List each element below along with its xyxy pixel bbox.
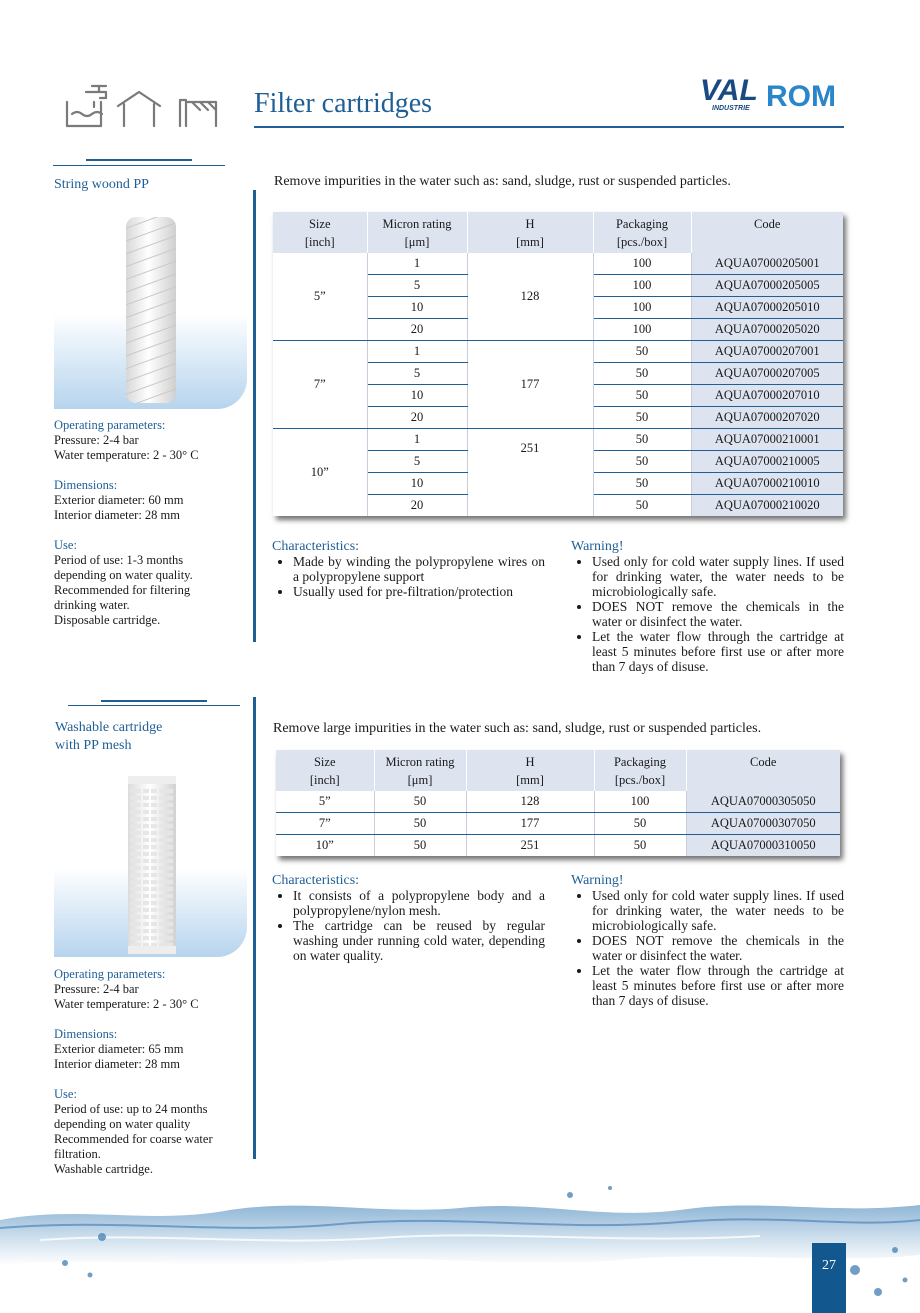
warning-heading: Warning! [571,539,624,554]
micron-cell: 10 [367,385,467,407]
code-cell: AQUA07000310050 [686,835,840,857]
table-row [276,791,840,813]
section-accent-rule [101,700,207,702]
temperature-text: Water temperature: 2 - 30° C [54,997,199,1011]
code-cell: AQUA07000207010 [691,385,843,407]
micron-cell: 50 [374,791,466,813]
warning-item: • Used only for cold water supply lines. If used for drinking water, the water needs to be microbiologically safe. [592,888,844,933]
water-splash-decoration [0,1180,920,1313]
code-cell: AQUA07000210005 [691,451,843,473]
warning-item: • Let the water flow through the cartridge at least 5 minutes before first use or after more than 7 days of disuse. [592,629,844,674]
micron-cell: 20 [367,319,467,341]
section-accent-rule [86,159,192,161]
pack-cell: 50 [594,813,686,835]
exterior-diameter: Exterior diameter: 60 mm [54,493,184,507]
micron-cell: 20 [367,407,467,429]
micron-cell: 10 [367,297,467,319]
use-line: Period of use: up to 24 months [54,1102,208,1116]
product-image [54,197,247,409]
use-line: Disposable cartridge. [54,613,161,627]
table-row [276,835,840,857]
pack-cell: 50 [593,385,691,407]
header-packaging: Packaging [pcs./box] [594,750,686,791]
dimensions-heading: Dimensions: [54,1027,118,1041]
characteristic-item: • The cartridge can be reused by regular washing under running cold water, depending on water quality. [293,918,545,963]
product-image [54,760,247,957]
header-micron: Micron rating [μm] [367,212,467,253]
product-name: String woond PP [54,177,149,192]
pack-cell: 100 [593,297,691,319]
micron-cell: 10 [367,473,467,495]
pack-cell: 100 [593,253,691,275]
valrom-logo [700,72,842,112]
micron-cell: 5 [367,451,467,473]
size-cell: 5” [276,791,374,813]
characteristic-item: • It consists of a polypropylene body and a polypropylene/nylon mesh. [293,888,545,918]
micron-cell: 1 [367,341,467,363]
warning-item: • Used only for cold water supply lines. If used for drinking water, the water needs to be microbiologically safe. [592,554,844,599]
characteristics-block [272,873,545,963]
title-underline [254,126,844,128]
use-line: depending on water quality. [54,568,193,582]
header-code: Code [691,212,843,253]
product-intro: Remove large impurities in the water such as: sand, sludge, rust or suspended particles. [273,721,762,736]
pressure-text: Pressure: 2-4 bar [54,433,139,447]
code-cell: AQUA07000207020 [691,407,843,429]
micron-cell: 50 [374,813,466,835]
header-packaging: Packaging [pcs./box] [593,212,691,253]
product-name-line: Washable cartridge [55,720,163,735]
table-row [273,253,843,275]
characteristics-block [272,539,545,599]
code-cell: AQUA07000210020 [691,495,843,517]
use-line: Period of use: 1-3 months [54,553,184,567]
product-name [55,719,162,755]
h-cell: 128 [467,253,593,341]
code-cell: AQUA07000210001 [691,429,843,451]
micron-cell: 50 [374,835,466,857]
section-rule [53,165,225,166]
product-name-line: with PP mesh [55,738,132,753]
pack-cell: 50 [593,429,691,451]
code-cell: AQUA07000207005 [691,363,843,385]
characteristics-heading: Characteristics: [272,873,360,888]
interior-diameter: Interior diameter: 28 mm [54,508,181,522]
exterior-diameter: Exterior diameter: 65 mm [54,1042,184,1056]
washable-cartridge-illustration [54,760,247,957]
table-header-row [273,212,843,253]
pack-cell: 100 [593,275,691,297]
micron-cell: 1 [367,253,467,275]
use-heading: Use: [54,1087,77,1101]
page-title: Filter cartridges [254,88,433,119]
use-line: depending on water quality [54,1117,191,1131]
spec-table [273,212,843,516]
application-icons [64,80,224,130]
pressure-text: Pressure: 2-4 bar [54,982,139,996]
section-rule [68,705,240,706]
pack-cell: 100 [594,791,686,813]
pack-cell: 50 [593,363,691,385]
warning-heading: Warning! [571,873,624,888]
house-icon [118,92,160,126]
interior-diameter: Interior diameter: 28 mm [54,1057,181,1071]
micron-cell: 5 [367,363,467,385]
table-row [276,813,840,835]
use-line: filtration. [54,1147,101,1161]
logo-text-rom: ROM [766,80,836,112]
code-cell: AQUA07000205001 [691,253,843,275]
characteristics-heading: Characteristics: [272,539,360,554]
micron-cell: 1 [367,429,467,451]
h-cell: 128 [466,791,594,813]
product-parameters [54,967,249,1192]
use-line: Washable cartridge. [54,1162,153,1176]
pack-cell: 50 [593,473,691,495]
characteristic-item: • Usually used for pre-filtration/protection [293,584,545,599]
header-code: Code [686,750,840,791]
header-h: H [mm] [467,212,593,253]
header-size: Size [inch] [276,750,374,791]
size-cell: 10” [276,835,374,857]
section-vertical-rule [253,190,256,642]
page-number: 27 [812,1243,846,1313]
size-cell: 10” [273,429,367,517]
warning-item: • DOES NOT remove the chemicals in the water or disinfect the water. [592,933,844,963]
temperature-text: Water temperature: 2 - 30° C [54,448,199,462]
operating-heading: Operating parameters: [54,418,166,432]
product-parameters [54,418,249,643]
header-h: H [mm] [466,750,594,791]
warning-item: • Let the water flow through the cartridge at least 5 minutes before first use or after more than 7 days of disuse. [592,963,844,1008]
use-line: drinking water. [54,598,130,612]
section-vertical-rule [253,697,256,1159]
pack-cell: 50 [594,835,686,857]
operating-heading: Operating parameters: [54,967,166,981]
table-header-row [276,750,840,791]
code-cell: AQUA07000210010 [691,473,843,495]
code-cell: AQUA07000307050 [686,813,840,835]
spec-table [276,750,840,856]
micron-cell: 20 [367,495,467,517]
header-micron: Micron rating [μm] [374,750,466,791]
pack-cell: 50 [593,451,691,473]
pack-cell: 50 [593,341,691,363]
code-cell: AQUA07000205010 [691,297,843,319]
size-cell: 5” [273,253,367,341]
use-line: Recommended for filtering [54,583,191,597]
pack-cell: 100 [593,319,691,341]
warning-item: • DOES NOT remove the chemicals in the water or disinfect the water. [592,599,844,629]
code-cell: AQUA07000305050 [686,791,840,813]
header-size: Size [inch] [273,212,367,253]
dimensions-heading: Dimensions: [54,478,118,492]
industry-icon [180,100,216,126]
size-cell: 7” [273,341,367,429]
use-line: Recommended for coarse water [54,1132,213,1146]
logo-subtext: INDUSTRIE [712,105,750,112]
table-row [273,429,843,451]
warning-block [571,539,844,674]
h-cell: 251 [467,429,593,517]
code-cell: AQUA07000205020 [691,319,843,341]
code-cell: AQUA07000207001 [691,341,843,363]
warning-block [571,873,844,1008]
micron-cell: 5 [367,275,467,297]
h-cell: 177 [466,813,594,835]
h-cell: 251 [466,835,594,857]
size-cell: 7” [276,813,374,835]
string-wound-cartridge-illustration [54,197,247,409]
pack-cell: 50 [593,407,691,429]
code-cell: AQUA07000205005 [691,275,843,297]
pack-cell: 50 [593,495,691,517]
faucet-icon [67,86,106,126]
characteristic-item: • Made by winding the polypropylene wires on a polypropylene support [293,554,545,584]
product-intro: Remove impurities in the water such as: sand, sludge, rust or suspended particles. [274,174,731,189]
table-row [273,341,843,363]
use-heading: Use: [54,538,77,552]
logo-text-val: VAL [700,74,758,107]
h-cell: 177 [467,341,593,429]
